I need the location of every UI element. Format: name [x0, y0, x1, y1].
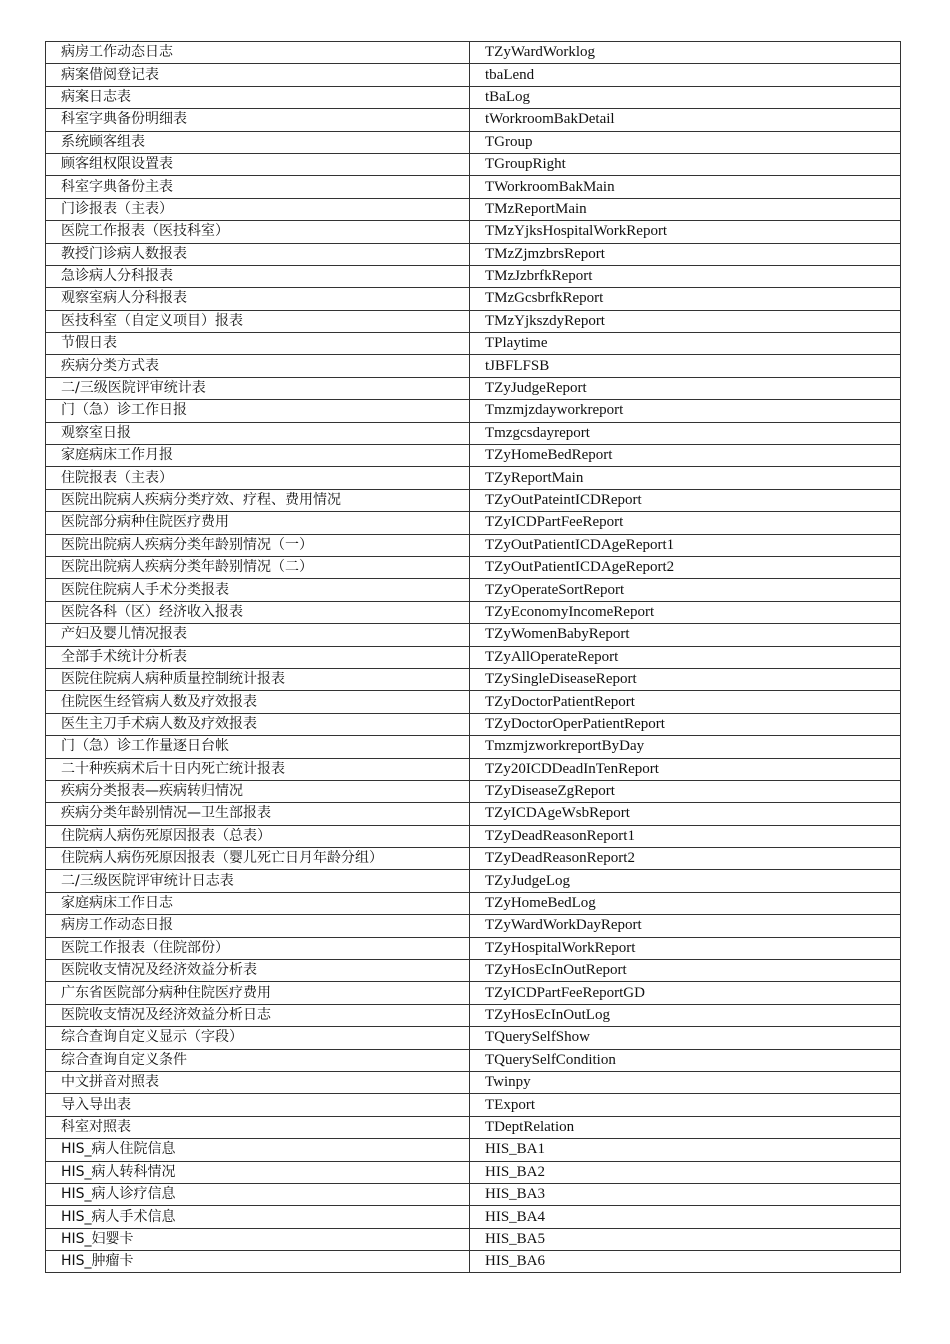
table-row	[46, 265, 901, 287]
table-name-cell: 观察室日报	[46, 422, 470, 444]
table-name-cell: 病房工作动态日报	[46, 915, 470, 937]
table-name-cell: 广东省医院部分病种住院医疗费用	[46, 982, 470, 1004]
table-name-cell: 导入导出表	[46, 1094, 470, 1116]
table-name-cell: 住院报表（主表）	[46, 467, 470, 489]
table-code-cell: TZyOperateSortReport	[470, 579, 901, 601]
table-name-cell: 住院病人病伤死原因报表（总表）	[46, 825, 470, 847]
table-code-cell: TQuerySelfCondition	[470, 1049, 901, 1071]
table-name-cell: 家庭病床工作日志	[46, 892, 470, 914]
table-code-cell: TZySingleDiseaseReport	[470, 668, 901, 690]
table-name-cell: 医院各科（区）经济收入报表	[46, 601, 470, 623]
table-code-cell: TQuerySelfShow	[470, 1027, 901, 1049]
table-code-cell: tBaLog	[470, 86, 901, 108]
table-row	[46, 825, 901, 847]
table-name-cell: 医院出院病人疾病分类疗效、疗程、费用情况	[46, 489, 470, 511]
table-name-cell: 医院住院病人手术分类报表	[46, 579, 470, 601]
table-row	[46, 1027, 901, 1049]
table-code-cell: tWorkroomBakDetail	[470, 109, 901, 131]
table-name-cell: 医院工作报表（医技科室）	[46, 221, 470, 243]
table-code-cell: TZyHosEcInOutLog	[470, 1004, 901, 1026]
table-row	[46, 579, 901, 601]
table-name-cell: HIS_病人转科情况	[46, 1161, 470, 1183]
table-name-cell: 教授门诊病人数报表	[46, 243, 470, 265]
table-name-cell: 家庭病床工作月报	[46, 445, 470, 467]
table-name-cell: 全部手术统计分析表	[46, 646, 470, 668]
table-row	[46, 624, 901, 646]
table-name-cell: 产妇及婴儿情况报表	[46, 624, 470, 646]
table-row	[46, 1206, 901, 1228]
table-row	[46, 534, 901, 556]
table-row	[46, 1049, 901, 1071]
table-code-cell: TGroup	[470, 131, 901, 153]
table-name-cell: 急诊病人分科报表	[46, 265, 470, 287]
table-row	[46, 1094, 901, 1116]
table-code-cell: TmzmjzworkreportByDay	[470, 736, 901, 758]
table-row	[46, 601, 901, 623]
table-code-cell: tbaLend	[470, 64, 901, 86]
table-name-cell: 疾病分类方式表	[46, 355, 470, 377]
table-row	[46, 713, 901, 735]
table-row	[46, 870, 901, 892]
table-row	[46, 1251, 901, 1273]
table-code-cell: TZyAllOperateReport	[470, 646, 901, 668]
table-code-cell: TZyReportMain	[470, 467, 901, 489]
table-name-cell: 综合查询自定义条件	[46, 1049, 470, 1071]
table-code-cell: TMzGcsbrfkReport	[470, 288, 901, 310]
table-name-cell: HIS_病人住院信息	[46, 1139, 470, 1161]
table-row	[46, 736, 901, 758]
table-row	[46, 1183, 901, 1205]
table-row	[46, 982, 901, 1004]
table-row	[46, 892, 901, 914]
table-row	[46, 803, 901, 825]
table-row	[46, 153, 901, 175]
table-name-cell: HIS_肿瘤卡	[46, 1251, 470, 1273]
table-row	[46, 848, 901, 870]
table-code-cell: TExport	[470, 1094, 901, 1116]
table-row	[46, 198, 901, 220]
table-mapping-table	[45, 41, 901, 1273]
table-name-cell: 二/三级医院评审统计日志表	[46, 870, 470, 892]
table-row	[46, 512, 901, 534]
table-name-cell: 住院医生经管病人数及疗效报表	[46, 691, 470, 713]
table-name-cell: 疾病分类年龄别情况—卫生部报表	[46, 803, 470, 825]
table-row	[46, 445, 901, 467]
table-code-cell: TPlaytime	[470, 333, 901, 355]
table-code-cell: TZyHomeBedReport	[470, 445, 901, 467]
table-name-cell: 病案日志表	[46, 86, 470, 108]
table-row	[46, 1228, 901, 1250]
table-code-cell: TZyDoctorOperPatientReport	[470, 713, 901, 735]
table-code-cell: Tmzmjzdayworkreport	[470, 400, 901, 422]
table-body	[46, 42, 901, 1273]
table-code-cell: TMzJzbrfkReport	[470, 265, 901, 287]
table-row	[46, 960, 901, 982]
table-name-cell: 二十种疾病术后十日内死亡统计报表	[46, 758, 470, 780]
table-name-cell: HIS_妇婴卡	[46, 1228, 470, 1250]
table-code-cell: TMzReportMain	[470, 198, 901, 220]
table-name-cell: 医院出院病人疾病分类年龄别情况（二）	[46, 556, 470, 578]
table-code-cell: TZyOutPatientICDAgeReport1	[470, 534, 901, 556]
table-name-cell: 科室字典备份明细表	[46, 109, 470, 131]
table-code-cell: HIS_BA1	[470, 1139, 901, 1161]
table-code-cell: TZyDeadReasonReport2	[470, 848, 901, 870]
table-row	[46, 668, 901, 690]
table-code-cell: TZyDiseaseZgReport	[470, 780, 901, 802]
table-code-cell: TMzZjmzbrsReport	[470, 243, 901, 265]
table-code-cell: HIS_BA6	[470, 1251, 901, 1273]
table-name-cell: HIS_病人手术信息	[46, 1206, 470, 1228]
table-row	[46, 377, 901, 399]
table-name-cell: 科室字典备份主表	[46, 176, 470, 198]
table-name-cell: HIS_病人诊疗信息	[46, 1183, 470, 1205]
table-code-cell: TZyICDPartFeeReportGD	[470, 982, 901, 1004]
table-row	[46, 422, 901, 444]
table-name-cell: 观察室病人分科报表	[46, 288, 470, 310]
table-code-cell: TZyWardWorkDayReport	[470, 915, 901, 937]
table-row	[46, 400, 901, 422]
table-name-cell: 科室对照表	[46, 1116, 470, 1138]
table-name-cell: 门（急）诊工作量逐日台帐	[46, 736, 470, 758]
table-row	[46, 109, 901, 131]
table-code-cell: TWorkroomBakMain	[470, 176, 901, 198]
table-row	[46, 646, 901, 668]
table-code-cell: TZyJudgeReport	[470, 377, 901, 399]
table-code-cell: TZyDeadReasonReport1	[470, 825, 901, 847]
table-row	[46, 243, 901, 265]
table-code-cell: TZyHomeBedLog	[470, 892, 901, 914]
table-code-cell: TZyOutPateintICDReport	[470, 489, 901, 511]
table-row	[46, 467, 901, 489]
table-name-cell: 医院工作报表（住院部份）	[46, 937, 470, 959]
table-row	[46, 1139, 901, 1161]
table-name-cell: 中文拼音对照表	[46, 1071, 470, 1093]
table-code-cell: TZyHospitalWorkReport	[470, 937, 901, 959]
table-name-cell: 综合查询自定义显示（字段）	[46, 1027, 470, 1049]
table-name-cell: 二/三级医院评审统计表	[46, 377, 470, 399]
table-row	[46, 1071, 901, 1093]
table-row	[46, 176, 901, 198]
table-code-cell: HIS_BA2	[470, 1161, 901, 1183]
table-code-cell: TZyWardWorklog	[470, 42, 901, 64]
table-code-cell: TZyHosEcInOutReport	[470, 960, 901, 982]
table-row	[46, 355, 901, 377]
table-name-cell: 节假日表	[46, 333, 470, 355]
table-code-cell: HIS_BA5	[470, 1228, 901, 1250]
table-code-cell: Twinpy	[470, 1071, 901, 1093]
table-name-cell: 顾客组权限设置表	[46, 153, 470, 175]
table-row	[46, 333, 901, 355]
table-name-cell: 医院出院病人疾病分类年龄别情况（一）	[46, 534, 470, 556]
table-row	[46, 489, 901, 511]
table-code-cell: TZy20ICDDeadInTenReport	[470, 758, 901, 780]
table-name-cell: 病房工作动态日志	[46, 42, 470, 64]
table-row	[46, 780, 901, 802]
table-code-cell: TZyICDPartFeeReport	[470, 512, 901, 534]
table-code-cell: TZyDoctorPatientReport	[470, 691, 901, 713]
table-code-cell: HIS_BA4	[470, 1206, 901, 1228]
table-name-cell: 医院部分病种住院医疗费用	[46, 512, 470, 534]
table-name-cell: 医技科室（自定义项目）报表	[46, 310, 470, 332]
table-row	[46, 1004, 901, 1026]
table-row	[46, 1116, 901, 1138]
table-name-cell: 医院收支情况及经济效益分析日志	[46, 1004, 470, 1026]
table-row	[46, 1161, 901, 1183]
table-code-cell: TZyOutPatientICDAgeReport2	[470, 556, 901, 578]
table-row	[46, 310, 901, 332]
table-code-cell: HIS_BA3	[470, 1183, 901, 1205]
table-row	[46, 937, 901, 959]
table-name-cell: 疾病分类报表—疾病转归情况	[46, 780, 470, 802]
table-name-cell: 住院病人病伤死原因报表（婴儿死亡日月年龄分组）	[46, 848, 470, 870]
table-code-cell: TGroupRight	[470, 153, 901, 175]
table-code-cell: TZyWomenBabyReport	[470, 624, 901, 646]
table-code-cell: TMzYjkszdyReport	[470, 310, 901, 332]
table-name-cell: 医院住院病人病种质量控制统计报表	[46, 668, 470, 690]
table-code-cell: TDeptRelation	[470, 1116, 901, 1138]
table-name-cell: 医生主刀手术病人数及疗效报表	[46, 713, 470, 735]
table-row	[46, 915, 901, 937]
table-row	[46, 86, 901, 108]
table-name-cell: 门（急）诊工作日报	[46, 400, 470, 422]
table-row	[46, 691, 901, 713]
table-row	[46, 556, 901, 578]
table-code-cell: Tmzgcsdayreport	[470, 422, 901, 444]
table-row	[46, 221, 901, 243]
table-code-cell: TMzYjksHospitalWorkReport	[470, 221, 901, 243]
table-code-cell: tJBFLFSB	[470, 355, 901, 377]
table-code-cell: TZyICDAgeWsbReport	[470, 803, 901, 825]
table-row	[46, 758, 901, 780]
table-row	[46, 131, 901, 153]
table-row	[46, 42, 901, 64]
table-row	[46, 64, 901, 86]
table-name-cell: 医院收支情况及经济效益分析表	[46, 960, 470, 982]
table-row	[46, 288, 901, 310]
table-name-cell: 病案借阅登记表	[46, 64, 470, 86]
table-name-cell: 门诊报表（主表）	[46, 198, 470, 220]
table-code-cell: TZyEconomyIncomeReport	[470, 601, 901, 623]
table-code-cell: TZyJudgeLog	[470, 870, 901, 892]
table-name-cell: 系统顾客组表	[46, 131, 470, 153]
